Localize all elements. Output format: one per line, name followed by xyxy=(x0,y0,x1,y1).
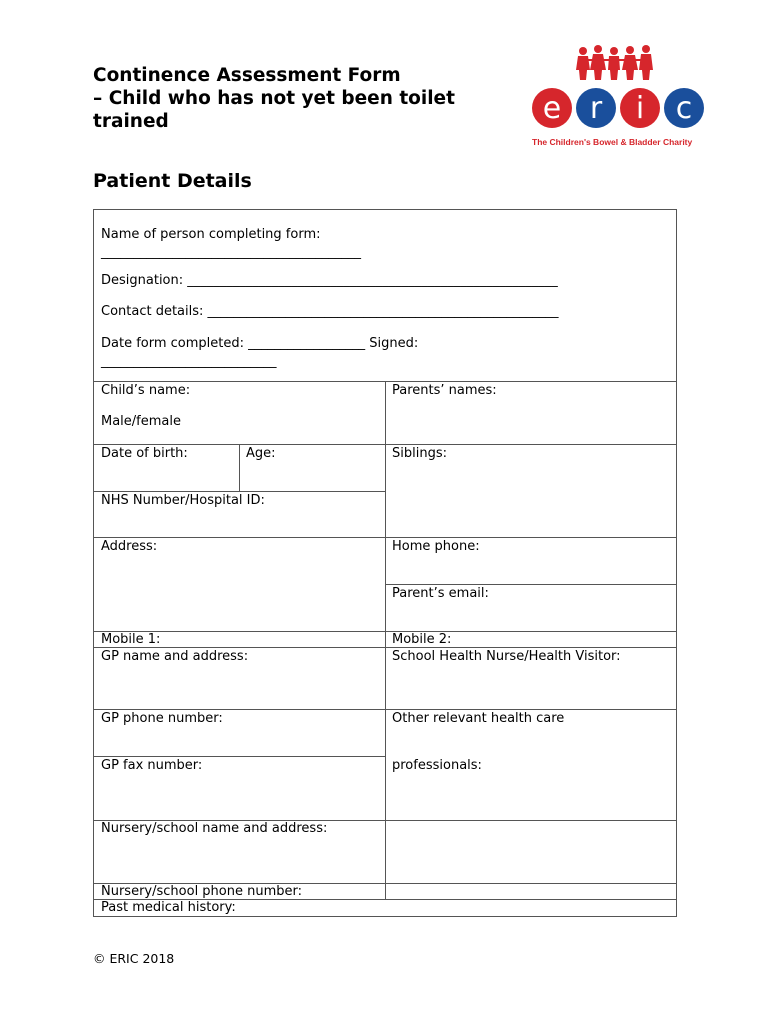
home-phone-label: Home phone: xyxy=(392,539,480,554)
mobile-1-label: Mobile 1: xyxy=(101,632,161,647)
title-line-2: – Child who has not yet been toilet xyxy=(93,88,455,109)
address-label: Address: xyxy=(101,539,158,554)
divider xyxy=(385,584,676,585)
person-completing-label: Name of person completing form: xyxy=(101,227,321,242)
professionals-label: professionals: xyxy=(392,758,482,773)
form-title xyxy=(93,64,513,133)
parents-names-label: Parents’ names: xyxy=(392,383,497,398)
nursery-phone-label: Nursery/school phone number: xyxy=(101,884,303,899)
title-line-1: Continence Assessment Form xyxy=(93,65,401,86)
title-line-3: trained xyxy=(93,111,169,132)
gp-phone-label: GP phone number: xyxy=(101,711,223,726)
footer-copyright: © ERIC 2018 xyxy=(93,951,175,966)
section-title: Patient Details xyxy=(93,170,252,192)
patient-details-form xyxy=(93,209,677,917)
other-hcp-label: Other relevant health care xyxy=(392,711,565,726)
dob-label: Date of birth: xyxy=(101,446,188,461)
age-label: Age: xyxy=(246,446,276,461)
divider xyxy=(94,491,385,492)
nhs-number-label: NHS Number/Hospital ID: xyxy=(101,493,265,508)
column-divider xyxy=(239,444,240,491)
mobile-2-label: Mobile 2: xyxy=(392,632,452,647)
logo-tagline: The Children's Bowel & Bladder Charity xyxy=(532,137,693,147)
eric-logo xyxy=(530,40,710,150)
siblings-label: Siblings: xyxy=(392,446,447,461)
nursery-address-label: Nursery/school name and address: xyxy=(101,821,328,836)
svg-text:r: r xyxy=(589,91,603,126)
signed-blank[interactable]: ___________________________ xyxy=(101,354,277,369)
contact-details-field[interactable]: Contact details: ______________________________________________________ xyxy=(101,304,559,319)
svg-text:i: i xyxy=(635,91,645,126)
parent-email-label: Parent’s email: xyxy=(392,586,489,601)
childs-name-label: Child’s name: xyxy=(101,383,191,398)
designation-field[interactable]: Designation: _________________________________________________________ xyxy=(101,273,558,288)
children-figures-icon xyxy=(576,45,653,80)
date-completed-field[interactable]: Date form completed: __________________ Signed: xyxy=(101,336,419,351)
gp-name-label: GP name and address: xyxy=(101,649,249,664)
gp-fax-label: GP fax number: xyxy=(101,758,203,773)
past-history-label: Past medical history: xyxy=(101,900,236,915)
svg-text:e: e xyxy=(542,91,562,126)
school-nurse-label: School Health Nurse/Health Visitor: xyxy=(392,649,621,664)
person-completing-blank[interactable]: ________________________________________ xyxy=(101,245,361,260)
eric-letters xyxy=(532,88,704,128)
male-female-label: Male/female xyxy=(101,414,181,429)
svg-text:c: c xyxy=(675,91,693,126)
column-divider xyxy=(385,381,386,899)
divider xyxy=(94,756,385,757)
